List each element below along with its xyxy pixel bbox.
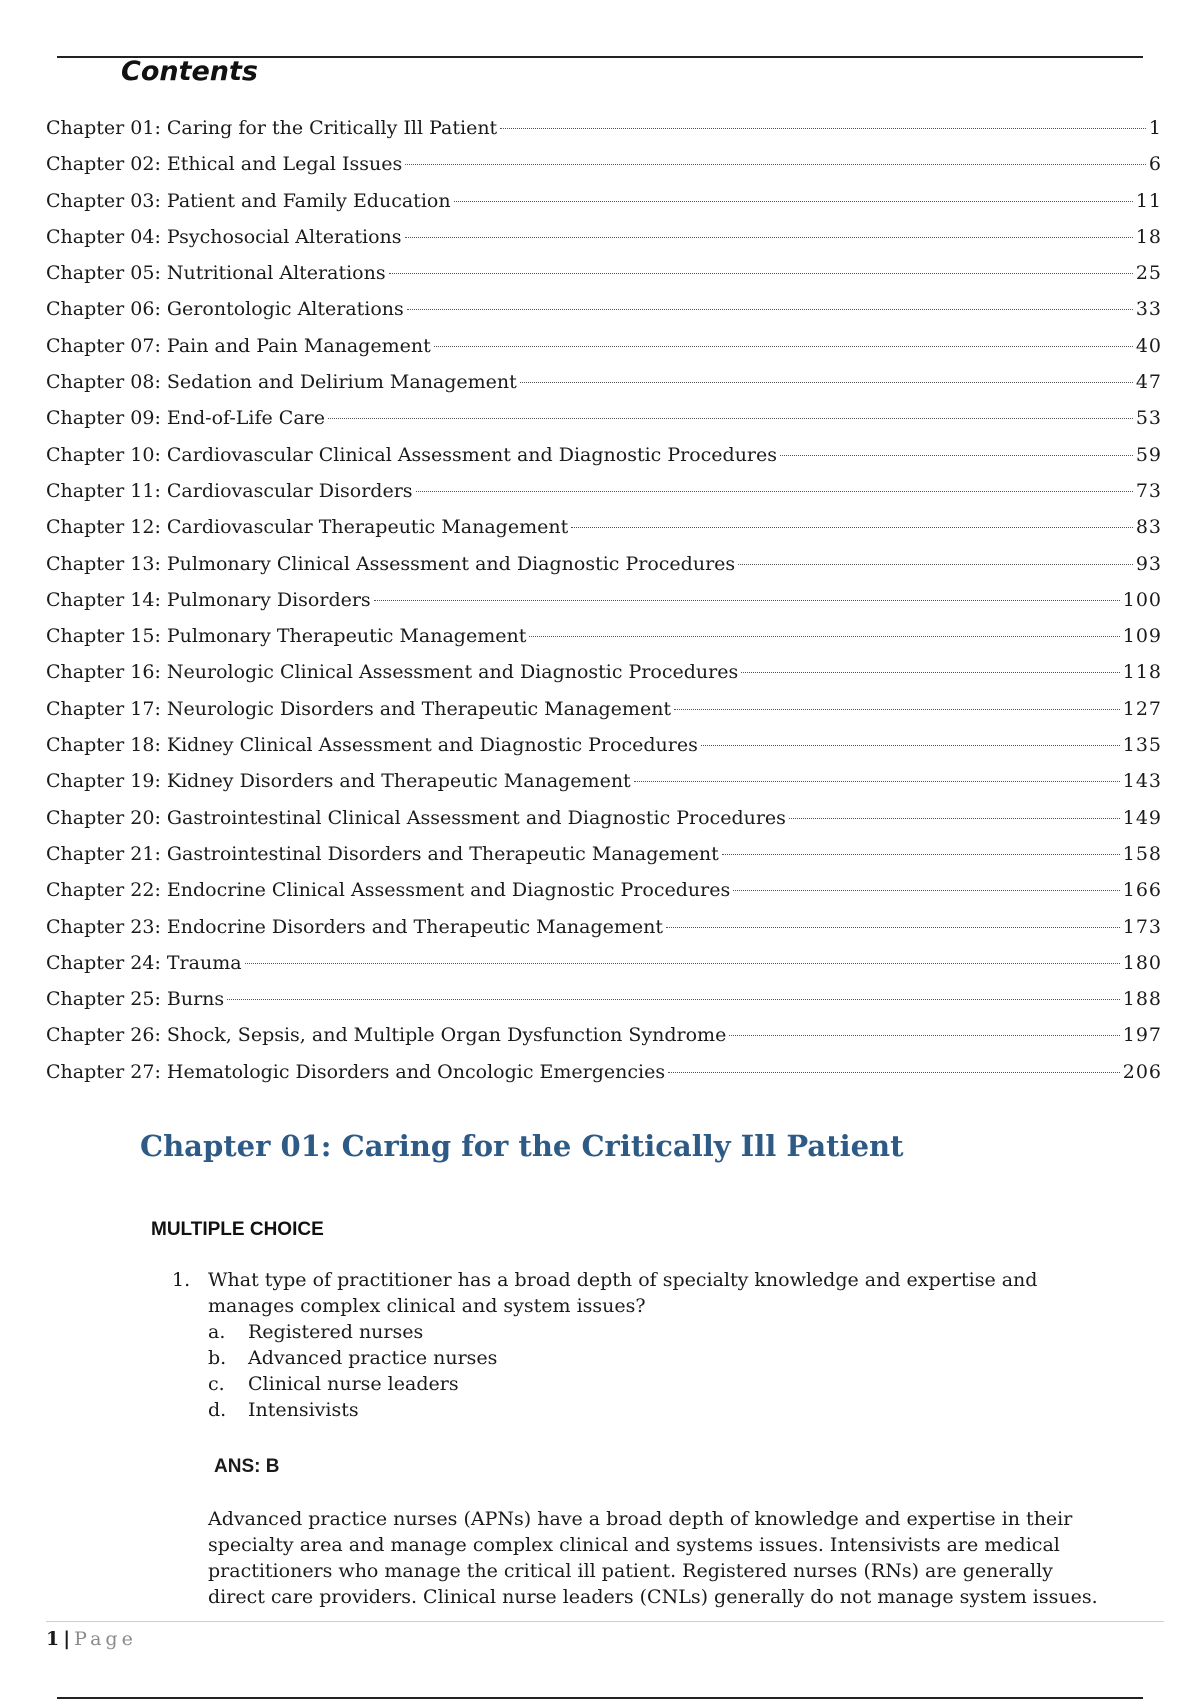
toc-entry-title: Chapter 26: Shock, Sepsis, and Multiple Organ Dysfunction Syndrome (46, 1024, 727, 1047)
toc-entry-title: Chapter 02: Ethical and Legal Issues (46, 153, 403, 176)
option-letter: d. (208, 1399, 227, 1421)
toc-entry[interactable] (46, 183, 1162, 219)
toc-dot-leader (701, 745, 1120, 746)
toc-entry-page: 93 (1135, 552, 1162, 575)
page-footer (46, 1626, 137, 1652)
toc-dot-leader (529, 636, 1119, 637)
toc-entry-title: Chapter 27: Hematologic Disorders and Oncologic Emergencies (46, 1060, 666, 1083)
toc-entry-title: Chapter 01: Caring for the Critically Ill Patient (46, 117, 498, 139)
toc-entry-page: 158 (1122, 842, 1162, 865)
toc-entry-page: 83 (1135, 516, 1162, 539)
toc-entry-title: Chapter 15: Pulmonary Therapeutic Management (46, 625, 527, 648)
toc-dot-leader (729, 1035, 1119, 1036)
toc-entry-page: 206 (1122, 1060, 1162, 1083)
toc-entry[interactable] (46, 727, 1162, 763)
bottom-rule (57, 1697, 1143, 1699)
question-stem (172, 1267, 1102, 1319)
toc-entry[interactable] (46, 546, 1162, 582)
toc-entry-page: 118 (1122, 661, 1162, 684)
option-b (208, 1345, 1102, 1371)
contents-title: Contents (121, 56, 259, 87)
toc-entry[interactable] (46, 219, 1162, 255)
toc-entry-title: Chapter 18: Kidney Clinical Assessment and Diagnostic Procedures (46, 734, 698, 757)
option-d (208, 1397, 1102, 1423)
toc-entry-page: 1 (1148, 117, 1162, 139)
table-of-contents (46, 110, 1162, 1090)
chapter-heading: Chapter 01: Caring for the Critically Ill Patient (140, 1129, 904, 1163)
toc-entry-page: 180 (1122, 951, 1162, 974)
toc-dot-leader (434, 346, 1133, 347)
toc-dot-leader (328, 418, 1133, 419)
toc-dot-leader (738, 564, 1133, 565)
toc-entry-page: 100 (1122, 588, 1162, 611)
option-a (208, 1319, 1102, 1345)
toc-entry-title: Chapter 25: Burns (46, 988, 225, 1011)
toc-dot-leader (405, 164, 1146, 165)
toc-dot-leader (634, 781, 1120, 782)
option-letter: c. (208, 1373, 225, 1395)
answer-rationale: Advanced practice nurses (APNs) have a broad depth of knowledge and expertise in their specialty area and manage complex clinical and systems issues. Intensivists are medical practitioners who manage the critical ill patient. Registered nurses (RNs) are generally direct care providers. Clinical nurse leaders (CNLs) generally do not manage system issues. (208, 1508, 1098, 1608)
toc-entry[interactable] (46, 582, 1162, 618)
toc-dot-leader (500, 128, 1146, 129)
option-text: Advanced practice nurses (248, 1347, 498, 1369)
toc-entry-title: Chapter 21: Gastrointestinal Disorders and Therapeutic Management (46, 842, 719, 865)
toc-entry-page: 40 (1135, 334, 1162, 357)
toc-entry-title: Chapter 06: Gerontologic Alterations (46, 298, 404, 321)
toc-entry-title: Chapter 08: Sedation and Delirium Management (46, 371, 517, 394)
toc-entry[interactable] (46, 981, 1162, 1017)
toc-entry[interactable] (46, 691, 1162, 727)
toc-entry-title: Chapter 23: Endocrine Disorders and Therapeutic Management (46, 915, 664, 938)
toc-entry-title: Chapter 13: Pulmonary Clinical Assessment and Diagnostic Procedures (46, 552, 736, 575)
toc-entry-page: 25 (1135, 262, 1162, 285)
toc-entry-title: Chapter 07: Pain and Pain Management (46, 334, 431, 357)
toc-dot-leader (227, 999, 1120, 1000)
toc-entry-title: Chapter 03: Patient and Family Education (46, 189, 451, 212)
toc-entry[interactable] (46, 654, 1162, 690)
toc-dot-leader (666, 927, 1120, 928)
toc-entry-title: Chapter 04: Psychosocial Alterations (46, 225, 402, 248)
toc-dot-leader (407, 309, 1133, 310)
toc-entry-title: Chapter 05: Nutritional Alterations (46, 262, 386, 285)
toc-entry-page: 127 (1122, 697, 1162, 720)
toc-entry[interactable] (46, 473, 1162, 509)
toc-dot-leader (668, 1072, 1120, 1073)
toc-entry[interactable] (46, 400, 1162, 436)
toc-entry-page: 109 (1122, 625, 1162, 648)
toc-dot-leader (674, 709, 1120, 710)
toc-dot-leader (780, 455, 1133, 456)
option-text: Clinical nurse leaders (248, 1373, 459, 1395)
toc-entry[interactable] (46, 836, 1162, 872)
toc-entry-title: Chapter 17: Neurologic Disorders and Therapeutic Management (46, 697, 672, 720)
toc-dot-leader (722, 854, 1120, 855)
toc-entry[interactable] (46, 255, 1162, 291)
toc-entry-title: Chapter 19: Kidney Disorders and Therapeutic Management (46, 770, 631, 793)
toc-entry[interactable] (46, 618, 1162, 654)
toc-entry[interactable] (46, 328, 1162, 364)
toc-entry-page: 166 (1122, 879, 1162, 902)
toc-entry-page: 188 (1122, 988, 1162, 1011)
toc-dot-leader (454, 201, 1133, 202)
footer-page-number: 1 (46, 1628, 60, 1650)
toc-entry-page: 173 (1122, 915, 1162, 938)
toc-entry-page: 47 (1135, 371, 1162, 394)
toc-entry[interactable] (46, 872, 1162, 908)
option-text: Registered nurses (248, 1321, 424, 1343)
toc-dot-leader (789, 818, 1120, 819)
question-number: 1. (172, 1269, 191, 1291)
toc-entry-page: 143 (1122, 770, 1162, 793)
option-letter: a. (208, 1321, 226, 1343)
footer-rule (46, 1621, 1164, 1622)
toc-entry-title: Chapter 14: Pulmonary Disorders (46, 588, 371, 611)
footer-page-label: Page (74, 1628, 137, 1650)
toc-entry-title: Chapter 24: Trauma (46, 951, 242, 974)
toc-entry[interactable] (46, 509, 1162, 545)
toc-dot-leader (405, 237, 1133, 238)
toc-entry-title: Chapter 16: Neurologic Clinical Assessment and Diagnostic Procedures (46, 661, 739, 684)
option-text: Intensivists (248, 1399, 359, 1421)
toc-dot-leader (374, 600, 1120, 601)
toc-entry-page: 73 (1135, 479, 1162, 502)
toc-dot-leader (389, 273, 1133, 274)
toc-entry[interactable] (46, 437, 1162, 473)
toc-entry-page: 18 (1135, 225, 1162, 248)
toc-entry[interactable] (46, 945, 1162, 981)
question-text: What type of practitioner has a broad depth of specialty knowledge and expertise and manages complex clinical and system issues? (208, 1269, 1038, 1317)
section-label: MULTIPLE CHOICE (151, 1219, 324, 1240)
option-c (208, 1371, 1102, 1397)
toc-entry-title: Chapter 11: Cardiovascular Disorders (46, 479, 413, 502)
toc-dot-leader (571, 527, 1133, 528)
toc-entry-title: Chapter 10: Cardiovascular Clinical Assessment and Diagnostic Procedures (46, 443, 778, 466)
option-letter: b. (208, 1347, 227, 1369)
toc-entry-page: 149 (1122, 806, 1162, 829)
toc-entry-page: 53 (1135, 407, 1162, 430)
answer-label: ANS: B (214, 1456, 280, 1477)
toc-dot-leader (733, 890, 1120, 891)
toc-dot-leader (416, 491, 1133, 492)
toc-entry-title: Chapter 22: Endocrine Clinical Assessment and Diagnostic Procedures (46, 879, 731, 902)
toc-entry[interactable] (46, 1054, 1162, 1090)
toc-dot-leader (741, 672, 1120, 673)
toc-dot-leader (520, 382, 1133, 383)
toc-entry-page: 6 (1148, 153, 1162, 176)
toc-entry-title: Chapter 09: End-of-Life Care (46, 407, 325, 430)
footer-separator: | (63, 1628, 71, 1650)
toc-entry[interactable] (46, 763, 1162, 799)
toc-entry[interactable] (46, 110, 1162, 146)
question (172, 1267, 1102, 1423)
toc-entry-title: Chapter 20: Gastrointestinal Clinical Assessment and Diagnostic Procedures (46, 806, 786, 829)
toc-entry[interactable] (46, 909, 1162, 945)
toc-entry-page: 11 (1135, 189, 1162, 212)
toc-entry-page: 197 (1122, 1024, 1162, 1047)
toc-dot-leader (245, 963, 1120, 964)
toc-entry[interactable] (46, 146, 1162, 182)
toc-entry[interactable] (46, 291, 1162, 327)
answer-options (172, 1319, 1102, 1423)
toc-entry-page: 135 (1122, 734, 1162, 757)
toc-entry-title: Chapter 12: Cardiovascular Therapeutic Management (46, 516, 569, 539)
toc-entry-page: 33 (1135, 298, 1162, 321)
toc-entry[interactable] (46, 1017, 1162, 1053)
toc-entry-page: 59 (1135, 443, 1162, 466)
toc-entry[interactable] (46, 364, 1162, 400)
toc-entry[interactable] (46, 800, 1162, 836)
